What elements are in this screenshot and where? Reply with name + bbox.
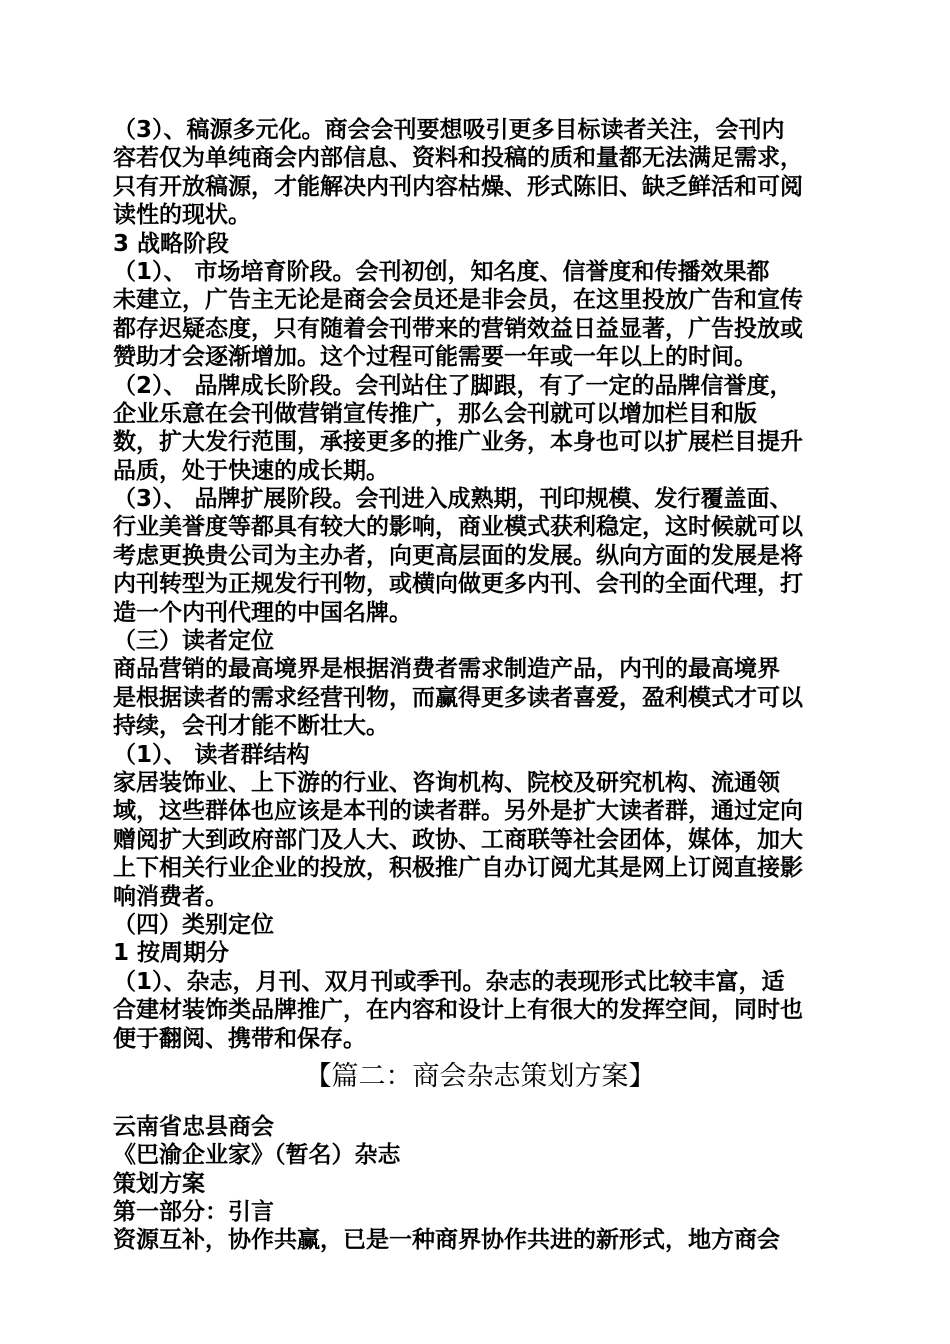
text-line: 企业乐意在会刊做营销宣传推广，那么会刊就可以增加栏目和版	[113, 400, 757, 427]
text-line: 资源互补，协作共赢，已是一种商界协作共进的新形式，地方商会	[113, 1227, 780, 1254]
text-line: （3）、稿源多元化。商会会刊要想吸引更多目标读者关注，会刊内	[113, 117, 785, 143]
text-line: 赞助才会逐渐增加。这个过程可能需要一年或一年以上的时间。	[113, 344, 757, 371]
text-line: 3 战略阶段	[113, 230, 230, 257]
text-line: 数，扩大发行范围，承接更多的推广业务，本身也可以扩展栏目提升	[113, 429, 803, 456]
text-line: 都存迟疑态度，只有随着会刊带来的营销效益日益显著，广告投放或	[113, 315, 803, 342]
text-line: 商品营销的最高境界是根据消费者需求制造产品，内刊的最高境界	[113, 656, 780, 683]
document-page	[113, 116, 839, 1255]
text-line: 云南省忠县商会	[113, 1113, 274, 1140]
section-plan-intro	[113, 1113, 839, 1255]
text-line: 便于翻阅、携带和保存。	[113, 1025, 366, 1052]
text-line: （2）、 品牌成长阶段。会刊站住了脚跟，有了一定的品牌信誉度，	[113, 372, 793, 399]
text-line: （1）、 读者群结构	[113, 741, 310, 768]
text-line: 1 按周期分	[113, 940, 230, 967]
text-line: 域，这些群体也应该是本刊的读者群。另外是扩大读者群，通过定向	[113, 798, 803, 825]
text-line: 合建材装饰类品牌推广，在内容和设计上有很大的发挥空间，同时也	[113, 997, 803, 1024]
text-line: 未建立，广告主无论是商会会员还是非会员，在这里投放广告和宣传	[113, 287, 803, 314]
text-line: （1）、 市场培育阶段。会刊初创，知名度、信誉度和传播效果都	[113, 258, 770, 285]
text-line: 读性的现状。	[113, 202, 251, 229]
text-line: （1）、杂志，月刊、双月刊或季刊。杂志的表现形式比较丰富，适	[113, 968, 785, 995]
text-line: 赠阅扩大到政府部门及人大、政协、工商联等社会团体，媒体，加大	[113, 826, 803, 853]
section-heading: 【篇二：商会杂志策划方案】	[304, 1060, 656, 1092]
text-line: 考虑更换贵公司为主办者，向更高层面的发展。纵向方面的发展是将	[113, 542, 803, 569]
text-line: 造一个内刊代理的中国名牌。	[113, 599, 412, 626]
text-line: （四）类别定位	[113, 911, 274, 938]
text-line: 持续，会刊才能不断壮大。	[113, 713, 389, 740]
text-line: 《巴渝企业家》（暂名）杂志	[113, 1142, 401, 1169]
text-line: 行业美誉度等都具有较大的影响，商业模式获利稳定，这时候就可以	[113, 514, 803, 541]
text-line: 上下相关行业企业的投放，积极推广自办订阅尤其是网上订阅直接影	[113, 855, 803, 882]
text-line: （3）、 品牌扩展阶段。会刊进入成熟期，刊印规模、发行覆盖面、	[113, 486, 793, 513]
section-strategy-text	[113, 116, 839, 1053]
text-line: 是根据读者的需求经营刊物，而赢得更多读者喜爱，盈利模式才可以	[113, 684, 803, 711]
text-line: 家居装饰业、上下游的行业、咨询机构、院校及研究机构、流通领	[113, 769, 780, 796]
text-line: 只有开放稿源，才能解决内刊内容枯燥、形式陈旧、缺乏鲜活和可阅	[113, 173, 803, 200]
text-line: 响消费者。	[113, 883, 228, 910]
text-line: （三）读者定位	[113, 628, 274, 655]
text-line: 容若仅为单纯商会内部信息、资料和投稿的质和量都无法满足需求，	[113, 145, 803, 172]
text-line: 策划方案	[113, 1170, 205, 1197]
text-line: 第一部分：引言	[113, 1199, 274, 1226]
text-line: 品质，处于快速的成长期。	[113, 457, 389, 484]
text-line: 内刊转型为正规发行刊物，或横向做更多内刊、会刊的全面代理，打	[113, 571, 803, 598]
